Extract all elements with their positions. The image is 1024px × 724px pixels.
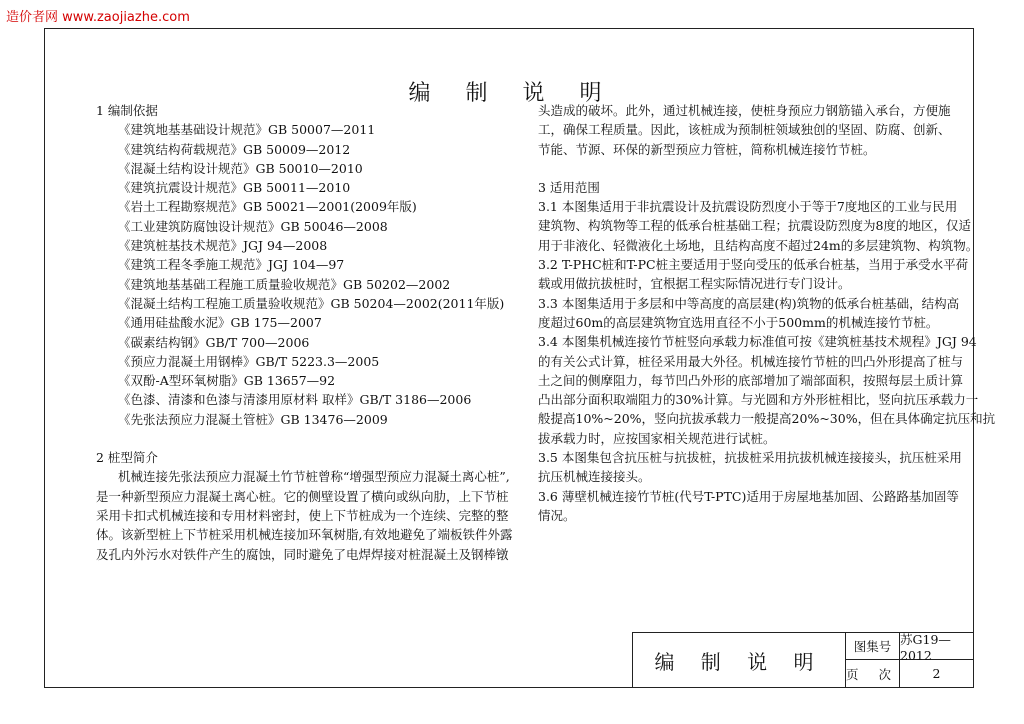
- text-line: 《通用硅盐酸水泥》GB 175—2007: [118, 315, 322, 331]
- text-line: 3.4 本图集机械连接竹节桩竖向承载力标准值可按《建筑桩基技术规程》JGJ 94: [538, 334, 977, 350]
- atlas-number-value: 苏G19—2012: [899, 633, 973, 660]
- text-line: [96, 429, 516, 448]
- text-line: 3.5 本图集包含抗压桩与抗拔桩，抗拔桩采用抗拔机械连接接头，抗压桩采用: [538, 450, 962, 466]
- text-line: 及孔内外污水对铁件产生的腐蚀，同时避免了电焊焊接对桩混凝土及钢棒镦: [96, 546, 509, 562]
- text-line: 《岩土工程勘察规范》GB 50021—2001(2009年版): [118, 199, 417, 215]
- text-line: 般提高10%~20%，竖向抗拔承载力一般提高20%~30%，但在具体确定抗压和抗: [538, 411, 996, 427]
- text-line: 抗压机械连接接头。: [538, 469, 651, 485]
- title-block-name: 编 制 说 明: [654, 650, 824, 674]
- text-line: 3.3 本图集适用于多层和中等高度的高层建(构)筑物的低承台桩基础，结构高: [538, 295, 960, 311]
- title-block: [632, 632, 974, 688]
- text-line: 头造成的破坏。此外，通过机械连接，使桩身预应力钢筋锚入承台，方便施: [538, 103, 951, 118]
- text-line: 节能、节源、环保的新型预应力管桩，简称机械连接竹节桩。: [538, 141, 876, 157]
- text-line: 2 桩型简介: [96, 450, 158, 466]
- text-line: 《工业建筑防腐蚀设计规范》GB 50046—2008: [118, 218, 388, 234]
- text-line: 土之间的侧摩阻力，每节凹凸外形的底部增加了端部面积，按照每层土质计算: [538, 372, 964, 388]
- text-line: 《建筑结构荷载规范》GB 50009—2012: [118, 141, 351, 157]
- site-watermark: 造价者网 www.zaojiazhe.com: [6, 10, 190, 25]
- text-line: 3.6 薄壁机械连接竹节桩(代号T-PTC)适用于房屋地基加固、公路路基加固等: [538, 488, 959, 504]
- text-line: 《建筑工程冬季施工规范》JGJ 104—97: [118, 257, 345, 273]
- text-line: [538, 159, 950, 178]
- text-line: 《先张法预应力混凝土管桩》GB 13476—2009: [118, 411, 388, 427]
- text-line: 建筑物、构筑物等工程的低承台桩基础工程；抗震设防烈度为8度的地区，仅适: [538, 218, 971, 234]
- text-line: 1 编制依据: [96, 103, 158, 118]
- text-line: 体。该新型桩上下节桩采用机械连接加环氧树脂,有效地避免了端板铁件外露: [96, 527, 513, 543]
- text-line: 的有关公式计算，桩径采用最大外径。机械连接竹节桩的凹凸外形提高了桩与: [538, 353, 964, 369]
- text-line: 采用卡扣式机械连接和专用材料密封，使上下节桩成为一个连续、完整的整: [96, 507, 509, 523]
- text-line: 《建筑地基基础工程施工质量验收规范》GB 50202—2002: [118, 276, 451, 292]
- text-line: 《混凝土结构工程施工质量验收规范》GB 50204—2002(2011年版): [118, 295, 505, 311]
- page-title: 编 制 说 明: [408, 81, 616, 106]
- text-line: 凸出部分面积取端阻力的30%计算。与光圆和方外形桩相比，竖向抗压承载力一: [538, 392, 979, 408]
- text-line: 《预应力混凝土用钢棒》GB/T 5223.3—2005: [118, 353, 380, 369]
- right-column: [538, 101, 996, 525]
- text-line: 用于非液化、轻微液化土场地，且结构高度不超过24m的多层建筑物、构筑物。: [538, 237, 979, 253]
- page-label: 页 次: [845, 660, 899, 687]
- text-line: 拔承载力时，应按国家相关规范进行试桩。: [538, 430, 776, 446]
- text-line: 《碳素结构钢》GB/T 700—2006: [118, 334, 310, 350]
- text-line: 是一种新型预应力混凝土离心桩。它的侧壁设置了横向或纵向肋，上下节桩: [96, 488, 509, 504]
- text-line: 《混凝土结构设计规范》GB 50010—2010: [118, 160, 363, 176]
- text-line: 3 适用范围: [538, 179, 600, 195]
- text-line: 度超过60m的高层建筑物宜选用直径不小于500mm的机械连接竹节桩。: [538, 314, 939, 330]
- text-line: 《色漆、清漆和色漆与清漆用原材料 取样》GB/T 3186—2006: [118, 392, 472, 408]
- text-line: 载或用做抗拔桩时，宜根据工程实际情况进行专门设计。: [538, 276, 851, 292]
- text-line: 情况。: [538, 507, 576, 523]
- atlas-number-label: 图集号: [845, 633, 899, 660]
- page-number: 2: [899, 660, 973, 687]
- left-column: [96, 101, 516, 564]
- text-line: 《建筑地基基础设计规范》GB 50007—2011: [118, 122, 376, 138]
- text-line: 工，确保工程质量。因此，该桩成为预制桩领域独创的坚固、防腐、创新、: [538, 122, 951, 138]
- text-line: 3.2 T-PHC桩和T-PC桩主要适用于竖向受压的低承台桩基，当用于承受水平荷: [538, 257, 969, 273]
- text-line: 《双酚-A型环氧树脂》GB 13657—92: [118, 373, 336, 389]
- text-line: 机械连接先张法预应力混凝土竹节桩曾称“增强型预应力混凝土离心桩”,: [118, 469, 510, 485]
- text-line: 《建筑抗震设计规范》GB 50011—2010: [118, 180, 351, 196]
- text-line: 3.1 本图集适用于非抗震设计及抗震设防烈度小于等于7度地区的工业与民用: [538, 199, 958, 215]
- text-line: 《建筑桩基技术规范》JGJ 94—2008: [118, 238, 328, 254]
